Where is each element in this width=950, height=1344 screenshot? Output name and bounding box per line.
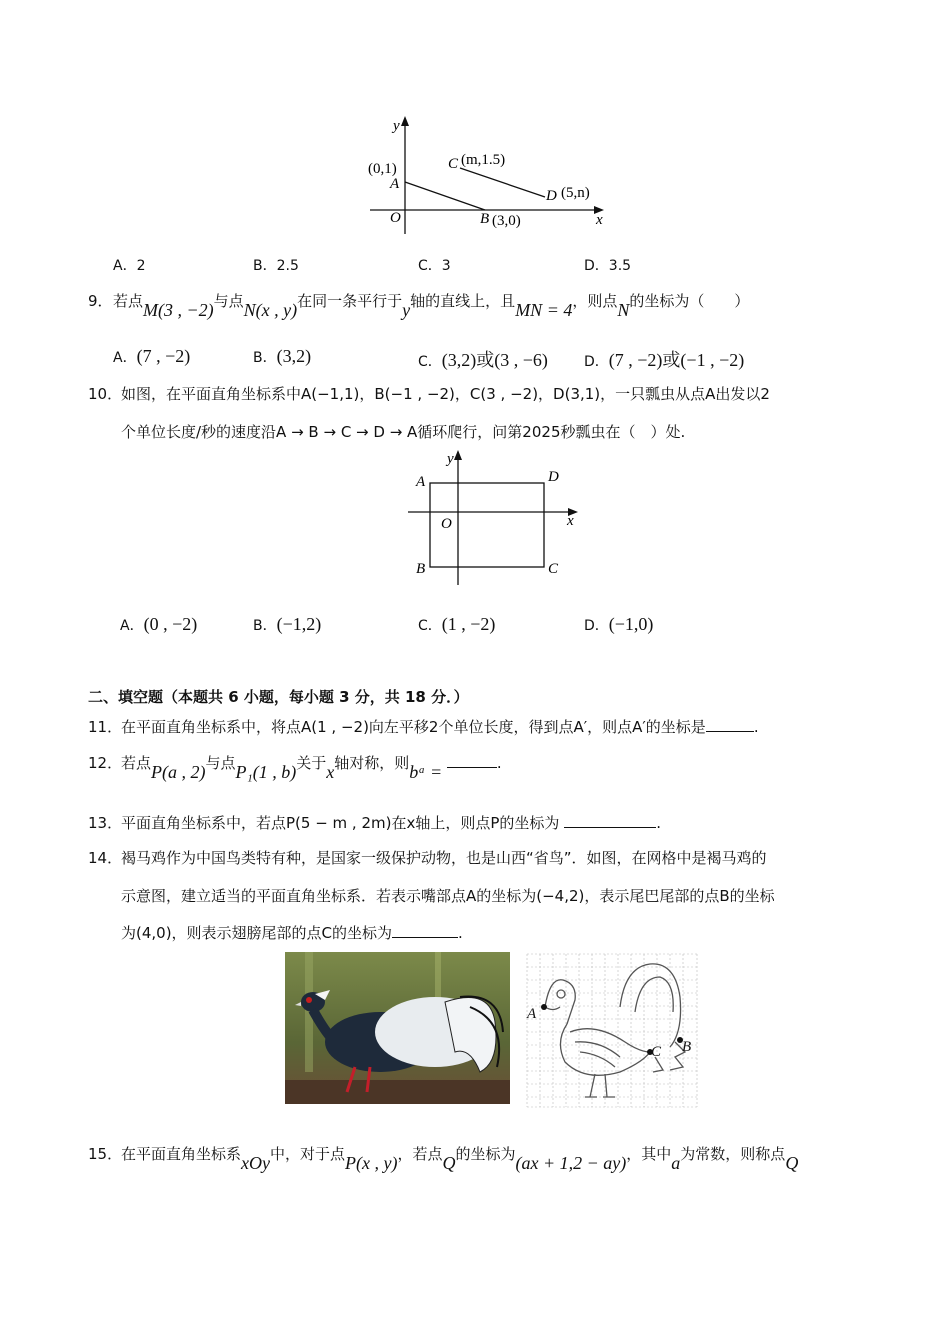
q9-option-b[interactable]: B．(3,2)	[253, 346, 312, 366]
q11-number: 11．	[88, 718, 123, 736]
q10-option-a[interactable]: A．(0 , −2)	[120, 614, 198, 634]
point-a-label: A	[527, 1006, 537, 1022]
q9-option-c[interactable]: C．(3,2)或(3 , −6)	[418, 350, 548, 370]
q12-number: 12．	[88, 754, 123, 772]
point-d-coord: (5,n)	[561, 185, 590, 201]
point-d-label: D	[546, 188, 557, 204]
figure-rectangle	[400, 445, 590, 590]
point-b-label: B	[416, 561, 426, 577]
q8-option-c[interactable]: C．3	[418, 258, 451, 274]
q10-option-d[interactable]: D．(−1,0)	[584, 614, 654, 634]
q10-line-1: 如图，在平面直角坐标系中A(−1,1)，B(−1 , −2)，C(3 , −2)，D(3,1)，一只瓢虫从点A出发以2	[121, 385, 770, 403]
q9-option-a[interactable]: A．(7 , −2)	[113, 346, 191, 366]
pheasant-grid-diagram	[525, 952, 699, 1109]
q9-text: 若点M(3 , −2)与点N(x , y)在同一条平行于y轴的直线上，且MN = 4，则点N的坐标为（ ）	[113, 292, 750, 320]
section-heading: 二、填空题（本题共 6 小题，每小题 3 分，共 18 分．）	[88, 688, 469, 706]
point-a-label: A	[416, 474, 426, 490]
point-c-label: C	[548, 561, 559, 577]
q15-text: 在平面直角坐标系xOy中，对于点P(x , y)，若点Q的坐标为(ax + 1,2 − ay)，其中a为常数，则称点Q	[121, 1145, 799, 1173]
pheasant-photo	[285, 952, 510, 1104]
origin-label: O	[441, 516, 452, 532]
q14-number: 14．	[88, 849, 123, 867]
point-a-label: A	[390, 176, 400, 192]
x-axis-label: x	[567, 513, 574, 529]
q9-number: 9．	[88, 292, 113, 310]
x-axis-label: x	[596, 212, 603, 228]
q8-option-b[interactable]: B．2.5	[253, 258, 299, 274]
origin-label: O	[390, 210, 401, 226]
q8-option-d[interactable]: D．3.5	[584, 258, 632, 274]
q12-answer-blank[interactable]	[447, 766, 497, 768]
point-d-label: D	[548, 469, 559, 485]
q12-text: 若点P(a , 2)与点P₁(1 , b)关于x轴对称，则bᵃ = .	[121, 754, 502, 782]
point-b-label: B	[682, 1039, 692, 1055]
point-b-coord: (3,0)	[492, 213, 521, 229]
q14-line-3: 为(4,0)，则表示翅膀尾部的点C的坐标为 .	[121, 924, 463, 942]
point-c-label: C	[651, 1044, 662, 1060]
figure-line-segments	[360, 112, 620, 242]
q10-option-c[interactable]: C．(1 , −2)	[418, 614, 496, 634]
q13-answer-blank[interactable]	[564, 826, 656, 828]
q14-answer-blank[interactable]	[392, 936, 458, 938]
q14-line-1: 褐马鸡作为中国鸟类特有种，是国家一级保护动物，也是山西“省鸟”．如图，在网格中是褐马鸡的	[121, 849, 767, 867]
point-01-label: (0,1)	[368, 161, 397, 177]
y-axis-label: y	[447, 451, 454, 467]
q9-option-d[interactable]: D．(7 , −2)或(−1 , −2)	[584, 350, 745, 370]
q8-option-a[interactable]: A．2	[113, 258, 146, 274]
q13-text: 平面直角坐标系中，若点P(5 − m , 2m)在x轴上，则点P的坐标为 .	[121, 814, 661, 832]
point-c-label: C	[448, 156, 459, 172]
q10-number: 10．	[88, 385, 123, 403]
q13-number: 13．	[88, 814, 123, 832]
point-c-coord: (m,1.5)	[461, 152, 506, 168]
y-axis-label: y	[393, 118, 400, 134]
q14-line-2: 示意图，建立适当的平面直角坐标系．若表示嘴部点A的坐标为(−4,2)，表示尾巴尾部的点B的坐标	[121, 887, 775, 905]
q11-answer-blank[interactable]	[706, 730, 754, 732]
q10-line-2: 个单位长度/秒的速度沿A → B → C → D → A循环爬行，问第2025秒瓢虫在（ ）处.	[121, 423, 686, 441]
q11-text: 在平面直角坐标系中，将点A(1 , −2)向左平移2个单位长度，得到点A′，则点A′的坐标是 .	[121, 718, 759, 736]
q10-option-b[interactable]: B．(−1,2)	[253, 614, 322, 634]
q15-number: 15．	[88, 1145, 123, 1163]
point-b-label: B	[480, 211, 490, 227]
